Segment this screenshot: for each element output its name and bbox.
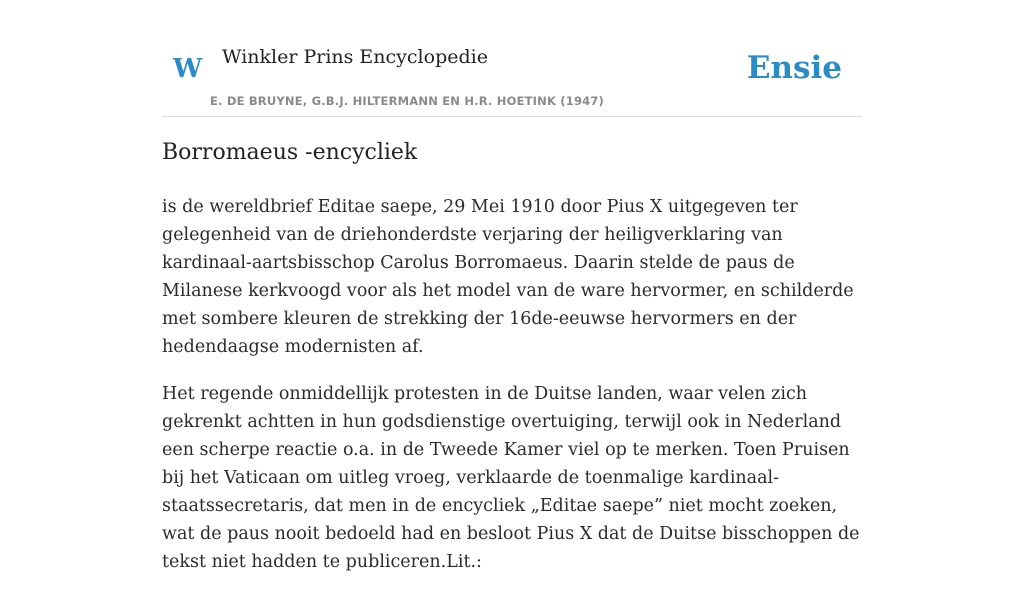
- article-paragraph: is de wereldbrief Editae saepe, 29 Mei 1910 door Pius X uitgegeven ter gelegenheid van de driehonderdste verjaring der heiligverklaring van kardinaal-aartsbisschop Carolus Borromaeus. Daarin stelde de paus de Milanese kerkvoogd voor als het model van de ware hervormer, en schilderde met sombere kleuren de strekking der 16de-eeuwse hervormers en der hedendaagse modernisten af.: [162, 197, 854, 357]
- site-header: [162, 38, 862, 117]
- authors-credit: E. DE BRUYNE, G.B.J. HILTERMANN EN H.R. HOETINK (1947): [210, 94, 605, 108]
- article-body: [162, 193, 874, 595]
- site-title[interactable]: Winkler Prins Encyclopedie: [222, 46, 488, 68]
- article-paragraph: Het regende onmiddellijk protesten in de Duitse landen, waar velen zich gekrenkt achtten in hun godsdienstige overtuiging, terwijl ook in Nederland een scherpe reactie o.a. in de Tweede Kamer viel op te merken. Toen Pruisen bij het Vaticaan om uitleg vroeg, verklaarde de toenmalige kardinaal-staatssecretaris, dat men in de encycliek „Editae saepe” niet mocht zoeken, wat de paus nooit bedoeld had en besloot Pius X dat de Duitse bisschoppen de tekst niet hadden te publiceren.Lit.:: [162, 384, 860, 572]
- ensie-logo[interactable]: Ensie: [746, 50, 842, 86]
- winkler-prins-logo[interactable]: W: [173, 54, 203, 84]
- article-title: Borromaeus -encycliek: [162, 140, 418, 165]
